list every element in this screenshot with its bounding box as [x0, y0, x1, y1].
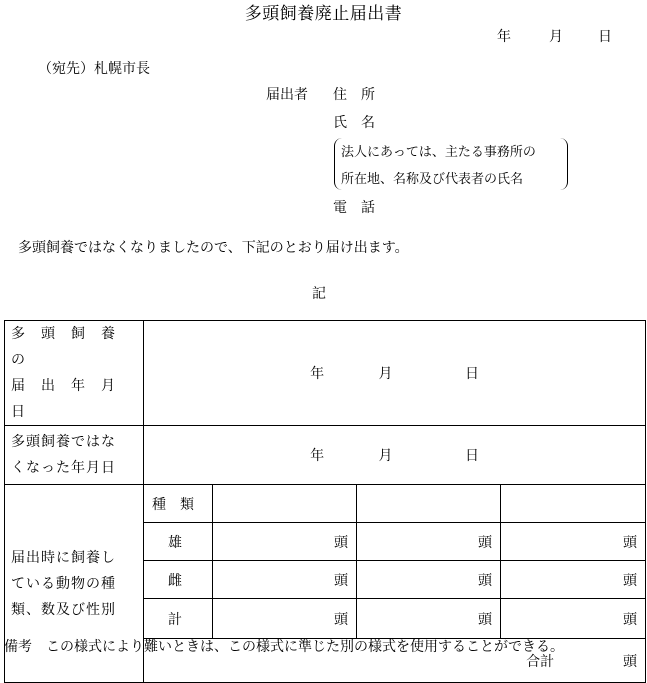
table-row: [5, 321, 646, 426]
row1-label-line: 届 出 年 月 日: [11, 378, 131, 420]
corporate-note-line1: 法人にあっては、主たる事務所の: [341, 145, 536, 160]
filer-address-label: 住 所: [333, 87, 375, 103]
row2-label-line: くなった年月日: [11, 460, 116, 476]
table-row: [5, 485, 646, 523]
addressee: （宛先）札幌市長: [38, 61, 150, 77]
male-label: 雄: [144, 523, 213, 561]
female-count-field-3[interactable]: 頭: [501, 561, 646, 599]
remarks: 備考 この様式により難いときは、この様式に準じた別の様式を使用することができる。: [4, 639, 564, 655]
cessation-date-field[interactable]: [144, 426, 646, 485]
male-count-field-1[interactable]: 頭: [213, 523, 357, 561]
date-year-label: 年: [310, 448, 325, 464]
kind-field-3[interactable]: [501, 485, 646, 523]
date-month-label: 月: [378, 366, 393, 382]
row1-label-line: 多 頭 飼 養 の: [11, 326, 131, 368]
female-count-field-2[interactable]: 頭: [357, 561, 501, 599]
total-count-field-2[interactable]: 頭: [357, 599, 501, 639]
female-count-field-1[interactable]: 頭: [213, 561, 357, 599]
filer-name-label: 氏 名: [333, 115, 375, 131]
row2-label-line: 多頭飼養ではな: [11, 434, 116, 450]
date-year-label: 年: [310, 366, 325, 382]
date-day-label: 日: [464, 366, 479, 382]
row2-label-cell: [5, 426, 144, 485]
kind-field-2[interactable]: [357, 485, 501, 523]
ki-heading: 記: [312, 286, 326, 302]
grand-total-unit: 頭: [623, 653, 638, 670]
female-label: 雌: [144, 561, 213, 599]
kind-field-1[interactable]: [213, 485, 357, 523]
date-day-label: 日: [464, 448, 479, 464]
statement: 多頭飼養ではなくなりましたので、下記のとおり届け出ます。: [18, 240, 409, 256]
male-count-field-2[interactable]: 頭: [357, 523, 501, 561]
header-date-month: 月: [549, 29, 563, 45]
header-date-year: 年: [497, 29, 511, 45]
filer-phone-label: 電 話: [333, 200, 375, 216]
row3-label-line: 類、数及び性別: [11, 601, 116, 618]
male-count-field-3[interactable]: 頭: [501, 523, 646, 561]
row1-label-cell: [5, 321, 144, 426]
grand-total-label: 合計: [526, 653, 555, 670]
notification-date-field[interactable]: [144, 321, 646, 426]
table-row: [5, 426, 646, 485]
total-count-field-3[interactable]: 頭: [501, 599, 646, 639]
corporate-note-line2: 所在地、名称及び代表者の氏名: [341, 172, 524, 187]
row3-label-line: 届出時に飼養し: [11, 549, 116, 566]
kind-label: 種 類: [144, 485, 213, 523]
row3-label-line: ている動物の種: [11, 575, 116, 592]
date-month-label: 月: [378, 448, 393, 464]
header-date-day: 日: [598, 29, 612, 45]
filer-label: 届出者: [266, 87, 308, 103]
total-label: 計: [144, 599, 213, 639]
form-table: [4, 320, 646, 683]
total-count-field-1[interactable]: 頭: [213, 599, 357, 639]
form-title: 多頭飼養廃止届出書: [244, 4, 403, 24]
